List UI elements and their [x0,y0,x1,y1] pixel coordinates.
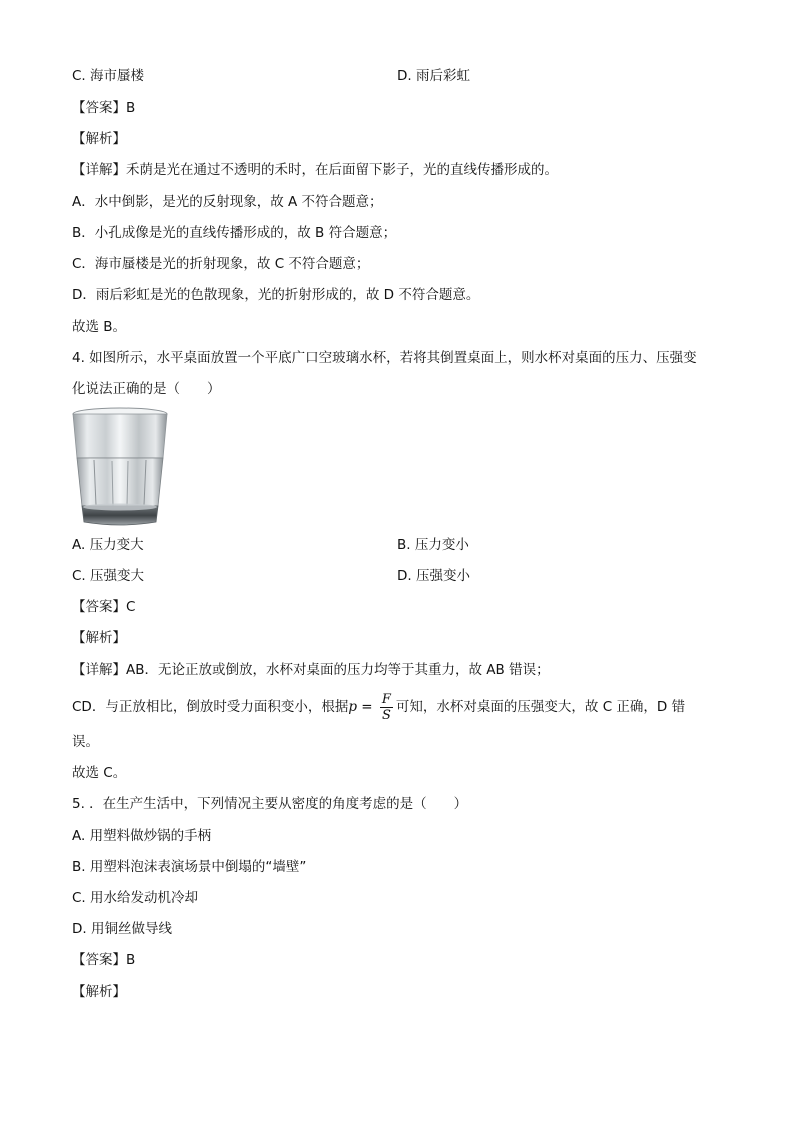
q3-explain-c: C．海市蜃楼是光的折射现象，故 C 不符合题意； [72,256,370,272]
formula-fraction [380,692,393,723]
q5-option-a: A. 用塑料做炒锅的手柄 [72,828,212,844]
q5-option-c: C. 用水给发动机冷却 [72,890,199,906]
formula-numerator: F [381,691,391,707]
q4-answer: 【答案】C [72,599,136,615]
q4-explain-cd-before: CD．与正放相比，倒放时受力面积变小，根据 [72,699,349,715]
formula-equals: = [356,699,377,715]
q3-option-d: D. 雨后彩虹 [397,68,470,84]
q4-explain-cd [72,690,685,724]
q4-explain-cd-line2: 误。 [72,734,99,750]
q4-explain-cd-after: 可知，水杯对桌面的压强变大，故 C 正确，D 错 [395,699,686,715]
formula-pressure-symbol: p [348,699,357,715]
q3-analysis-heading: 【解析】 [72,131,126,147]
q4-analysis-heading: 【解析】 [72,630,126,646]
q4-conclusion: 故选 C。 [72,765,127,781]
glass-cup-icon [70,406,170,528]
q4-option-a: A. 压力变大 [72,537,144,553]
q4-option-d: D. 压强变小 [397,568,470,584]
q4-stem-line1: 4. 如图所示，水平桌面放置一个平底广口空玻璃水杯，若将其倒置桌面上，则水杯对桌面的压力、压强变 [72,350,697,366]
q4-option-b: B. 压力变小 [397,537,469,553]
q3-detail: 【详解】禾荫是光在通过不透明的禾时，在后面留下影子，光的直线传播形成的。 [72,162,558,178]
q4-detail: 【详解】AB．无论正放或倒放，水杯对桌面的压力均等于其重力，故 AB 错误； [72,662,550,678]
formula-denominator: S [381,707,391,723]
q5-option-b: B. 用塑料泡沫表演场景中倒塌的“墙壁” [72,859,307,875]
q3-answer: 【答案】B [72,100,136,116]
q3-explain-b: B．小孔成像是光的直线传播形成的，故 B 符合题意； [72,225,397,241]
q5-stem: 5. ．在生产生活中，下列情况主要从密度的角度考虑的是（ ） [72,796,468,812]
q5-option-d: D. 用铜丝做导线 [72,921,172,937]
q3-option-c: C. 海市蜃楼 [72,68,145,84]
q3-explain-d: D．雨后彩虹是光的色散现象，光的折射形成的，故 D 不符合题意。 [72,287,480,303]
q4-option-c: C. 压强变大 [72,568,145,584]
q4-stem-line2: 化说法正确的是（ ） [72,381,221,397]
q3-explain-a: A．水中倒影，是光的反射现象，故 A 不符合题意； [72,194,383,210]
q5-analysis-heading: 【解析】 [72,984,126,1000]
q3-conclusion: 故选 B。 [72,319,127,335]
q5-answer: 【答案】B [72,952,136,968]
